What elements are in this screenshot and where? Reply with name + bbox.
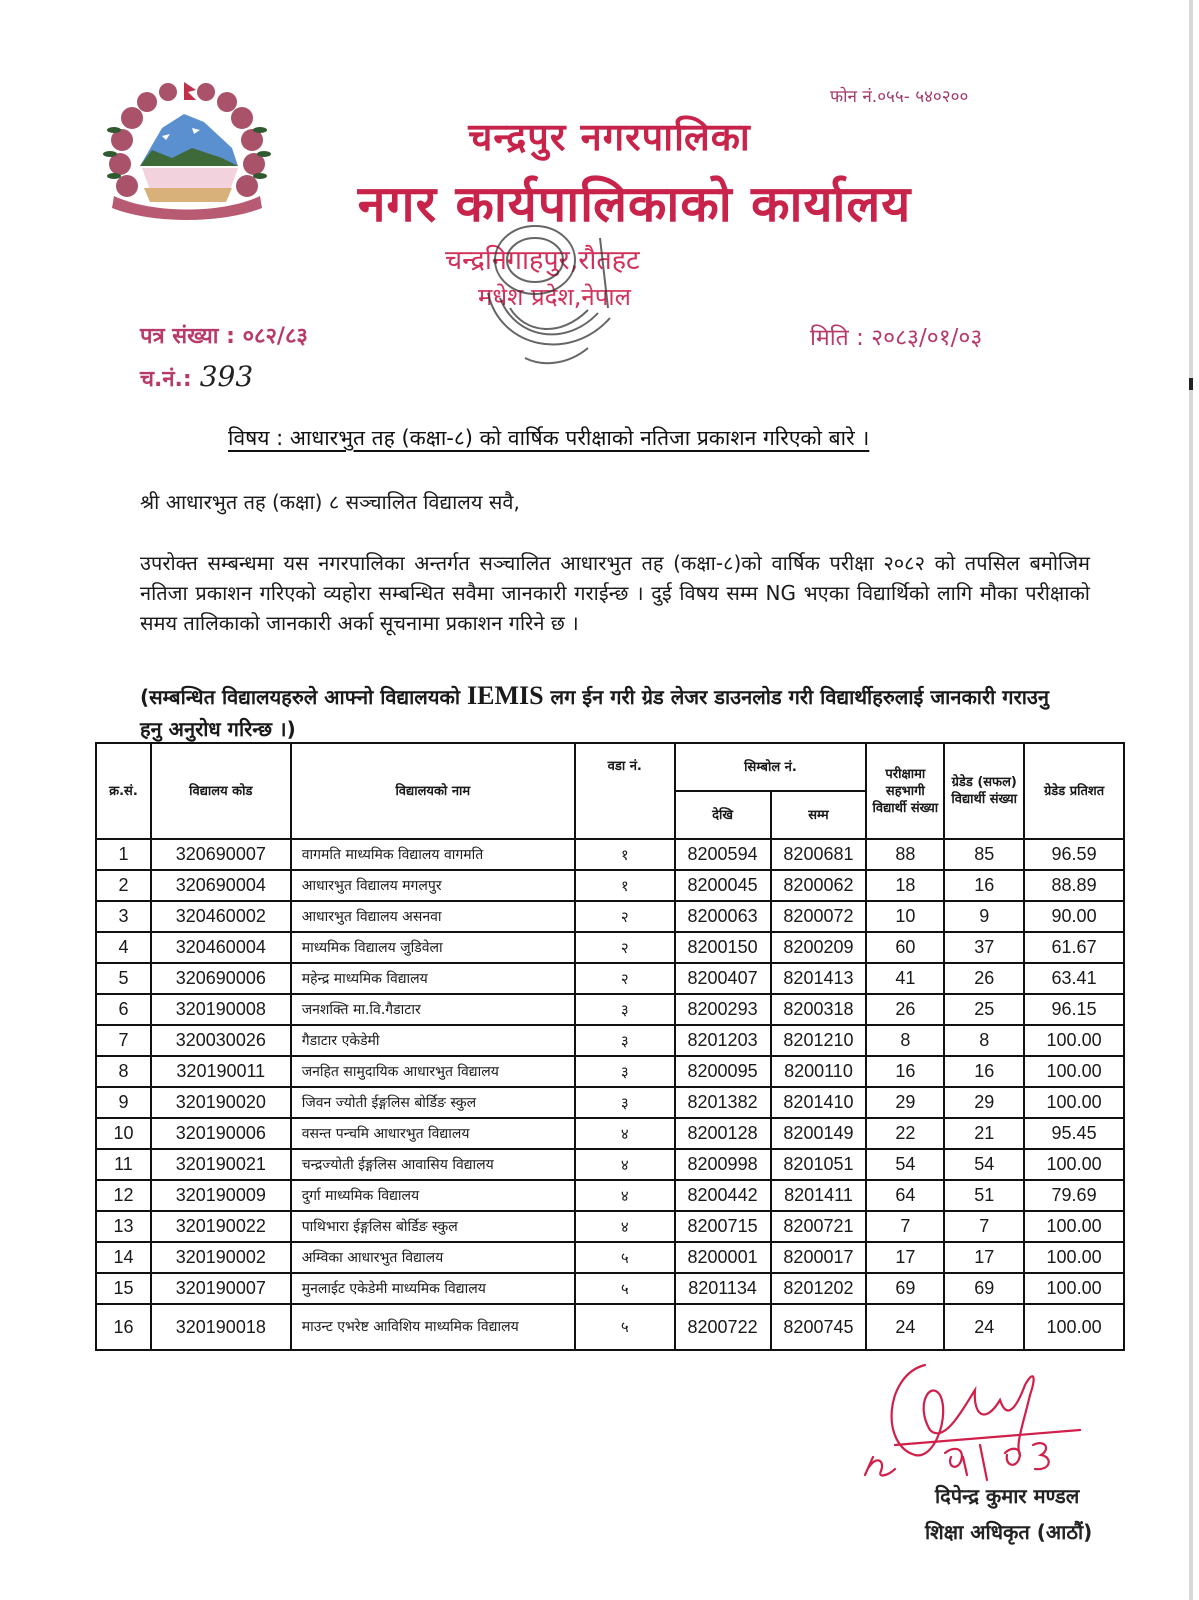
cell-school-name: चन्द्रज्योती ईङ्गलिस आवासिय विद्यालय	[291, 1149, 575, 1180]
cell-symbol-to: 8201202	[771, 1273, 867, 1304]
letter-note	[140, 680, 1060, 745]
table-row	[96, 1118, 1124, 1149]
cell-ward: ५	[575, 1304, 675, 1350]
cell-school-name: जिवन ज्योती ईङ्गलिस बोर्डिङ स्कुल	[291, 1087, 575, 1118]
cell-participants: 7	[866, 1211, 944, 1242]
cell-percent: 100.00	[1024, 1025, 1124, 1056]
cell-percent: 63.41	[1024, 963, 1124, 994]
phone-number: फोन नं.०५५- ५४०२००	[830, 87, 969, 107]
dispatch-number	[140, 360, 253, 393]
cell-sn: 2	[96, 870, 151, 901]
cell-school-code: 320190018	[151, 1304, 291, 1350]
cell-school-name: गैडाटार एकेडेमी	[291, 1025, 575, 1056]
cell-school-code: 320690004	[151, 870, 291, 901]
cell-participants: 18	[866, 870, 944, 901]
cell-graded: 9	[944, 901, 1024, 932]
cell-graded: 69	[944, 1273, 1024, 1304]
header-from: देखि	[675, 791, 771, 839]
cell-school-code: 320460004	[151, 932, 291, 963]
table-row	[96, 1025, 1124, 1056]
cell-school-code: 320690006	[151, 963, 291, 994]
header-participants: परीक्षामा सहभागी विद्यार्थी संख्या	[866, 743, 944, 839]
cell-sn: 14	[96, 1242, 151, 1273]
cell-symbol-from: 8200293	[675, 994, 771, 1025]
cell-percent: 95.45	[1024, 1118, 1124, 1149]
cell-school-code: 320190022	[151, 1211, 291, 1242]
cell-participants: 41	[866, 963, 944, 994]
cell-symbol-from: 8201134	[675, 1273, 771, 1304]
cell-participants: 88	[866, 839, 944, 870]
cell-symbol-to: 8201411	[771, 1180, 867, 1211]
cell-school-code: 320190002	[151, 1242, 291, 1273]
cell-school-name: आधारभुत विद्यालय असनवा	[291, 901, 575, 932]
cell-symbol-to: 8201410	[771, 1087, 867, 1118]
cell-percent: 100.00	[1024, 1087, 1124, 1118]
cell-symbol-from: 8201203	[675, 1025, 771, 1056]
cell-graded: 21	[944, 1118, 1024, 1149]
cell-sn: 1	[96, 839, 151, 870]
cell-school-name: आधारभुत विद्यालय मगलपुर	[291, 870, 575, 901]
cell-symbol-to: 8200318	[771, 994, 867, 1025]
address-line-2: मधेश प्रदेश,नेपाल	[478, 283, 631, 311]
cell-symbol-to: 8201413	[771, 963, 867, 994]
cell-percent: 100.00	[1024, 1242, 1124, 1273]
table-row	[96, 963, 1124, 994]
cell-participants: 69	[866, 1273, 944, 1304]
cell-symbol-from: 8201382	[675, 1087, 771, 1118]
cell-symbol-from: 8200442	[675, 1180, 771, 1211]
table-row	[96, 1149, 1124, 1180]
cell-sn: 13	[96, 1211, 151, 1242]
cell-school-name: मुनलाईट एकेडेमी माध्यमिक विद्यालय	[291, 1273, 575, 1304]
cell-school-name: पाथिभारा ईङ्गलिस बोर्डिङ स्कुल	[291, 1211, 575, 1242]
cell-ward: २	[575, 963, 675, 994]
cell-school-name: माध्यमिक विद्यालय जुडिवेला	[291, 932, 575, 963]
cell-symbol-from: 8200095	[675, 1056, 771, 1087]
cell-school-name: जनहित सामुदायिक आधारभुत विद्यालय	[291, 1056, 575, 1087]
cell-ward: ४	[575, 1118, 675, 1149]
cell-participants: 29	[866, 1087, 944, 1118]
table-header-row	[96, 743, 1124, 791]
cell-symbol-from: 8200150	[675, 932, 771, 963]
cell-sn: 15	[96, 1273, 151, 1304]
cell-graded: 7	[944, 1211, 1024, 1242]
signer-title: शिक्षा अधिकृत (आठौं)	[925, 1520, 1093, 1544]
cell-school-code: 320460002	[151, 901, 291, 932]
results-table-body	[96, 839, 1124, 1350]
cell-symbol-from: 8200128	[675, 1118, 771, 1149]
cell-sn: 8	[96, 1056, 151, 1087]
cell-symbol-to: 8201210	[771, 1025, 867, 1056]
cell-percent: 96.59	[1024, 839, 1124, 870]
cell-school-name: दुर्गा माध्यमिक विद्यालय	[291, 1180, 575, 1211]
cell-ward: २	[575, 932, 675, 963]
cell-percent: 100.00	[1024, 1273, 1124, 1304]
cell-sn: 4	[96, 932, 151, 963]
cell-symbol-to: 8200017	[771, 1242, 867, 1273]
cell-sn: 10	[96, 1118, 151, 1149]
cell-symbol-from: 8200045	[675, 870, 771, 901]
header-percent: ग्रेडेड प्रतिशत	[1024, 743, 1124, 839]
cell-ward: २	[575, 901, 675, 932]
cell-participants: 16	[866, 1056, 944, 1087]
office-name: नगर कार्यपालिकाको कार्यालय	[357, 175, 912, 233]
cell-sn: 3	[96, 901, 151, 932]
cell-school-code: 320690007	[151, 839, 291, 870]
cell-symbol-from: 8200001	[675, 1242, 771, 1273]
cell-participants: 54	[866, 1149, 944, 1180]
cell-ward: ४	[575, 1211, 675, 1242]
cell-school-name: वागमति माध्यमिक विद्यालय वागमति	[291, 839, 575, 870]
cell-ward: ३	[575, 1025, 675, 1056]
cell-graded: 26	[944, 963, 1024, 994]
header-ward: वडा नं.	[575, 743, 675, 839]
cell-ward: ५	[575, 1242, 675, 1273]
cell-graded: 85	[944, 839, 1024, 870]
table-row	[96, 1087, 1124, 1118]
cell-symbol-from: 8200407	[675, 963, 771, 994]
cell-school-name: वसन्त पन्चमि आधारभुत विद्यालय	[291, 1118, 575, 1149]
cell-participants: 22	[866, 1118, 944, 1149]
cell-symbol-from: 8200998	[675, 1149, 771, 1180]
cell-sn: 6	[96, 994, 151, 1025]
cell-ward: ३	[575, 1087, 675, 1118]
cell-percent: 100.00	[1024, 1056, 1124, 1087]
header-symbol-no: सिम्बोल नं.	[675, 743, 867, 791]
cell-symbol-to: 8200681	[771, 839, 867, 870]
table-row	[96, 1180, 1124, 1211]
cell-ward: १	[575, 839, 675, 870]
table-row	[96, 932, 1124, 963]
cell-participants: 24	[866, 1304, 944, 1350]
table-row	[96, 1304, 1124, 1350]
table-row	[96, 1273, 1124, 1304]
cell-symbol-to: 8200209	[771, 932, 867, 963]
cell-school-name: जनशक्ति मा.वि.गैडाटार	[291, 994, 575, 1025]
cell-ward: ३	[575, 1056, 675, 1087]
cell-percent: 88.89	[1024, 870, 1124, 901]
salutation: श्री आधारभुत तह (कक्षा) ८ सञ्चालित विद्यालय सवै,	[140, 490, 520, 514]
cell-school-code: 320030026	[151, 1025, 291, 1056]
cell-symbol-from: 8200063	[675, 901, 771, 932]
letter-subject: विषय : आधारभुत तह (कक्षा-८) को वार्षिक परीक्षाको नतिजा प्रकाशन गरिएको बारे ।	[228, 426, 870, 450]
dispatch-label: च.नं.:	[140, 367, 192, 392]
cell-school-code: 320190008	[151, 994, 291, 1025]
cell-school-code: 320190009	[151, 1180, 291, 1211]
cell-percent: 79.69	[1024, 1180, 1124, 1211]
cell-graded: 25	[944, 994, 1024, 1025]
cell-graded: 16	[944, 1056, 1024, 1087]
cell-school-code: 320190020	[151, 1087, 291, 1118]
cell-ward: ४	[575, 1149, 675, 1180]
cell-percent: 90.00	[1024, 901, 1124, 932]
header-graded: ग्रेडेड (सफल) विद्यार्थी संख्या	[944, 743, 1024, 839]
cell-graded: 51	[944, 1180, 1024, 1211]
results-table	[95, 742, 1125, 1351]
cell-graded: 24	[944, 1304, 1024, 1350]
cell-graded: 8	[944, 1025, 1024, 1056]
cell-percent: 100.00	[1024, 1304, 1124, 1350]
cell-sn: 7	[96, 1025, 151, 1056]
cell-participants: 10	[866, 901, 944, 932]
cell-symbol-to: 8200072	[771, 901, 867, 932]
table-row	[96, 839, 1124, 870]
signer-name: दिपेन्द्र कुमार मण्डल	[935, 1484, 1080, 1508]
cell-school-code: 320190006	[151, 1118, 291, 1149]
cell-participants: 60	[866, 932, 944, 963]
cell-ward: १	[575, 870, 675, 901]
cell-sn: 16	[96, 1304, 151, 1350]
cell-school-code: 320190007	[151, 1273, 291, 1304]
cell-symbol-to: 8201051	[771, 1149, 867, 1180]
letter-body: उपरोक्त सम्बन्धमा यस नगरपालिका अन्तर्गत सञ्चालित आधारभुत तह (कक्षा-८)को वार्षिक परीक्षा २०८२ को तपसिल बमोजिम नतिजा प्रकाशन गरिएको व्यहोरा सम्बन्धित सवैमा जानकारी गराईन्छ । दुई विषय सम्म NG भएका विद्यार्थिको लागि मौका परीक्षाको समय तालिकाको जानकारी अर्का सूचनामा प्रकाशन गरिने छ ।	[140, 551, 1090, 635]
cell-ward: ४	[575, 1180, 675, 1211]
cell-ward: ३	[575, 994, 675, 1025]
scan-edge	[1189, 0, 1193, 1600]
table-row	[96, 1242, 1124, 1273]
cell-school-code: 320190021	[151, 1149, 291, 1180]
cell-graded: 16	[944, 870, 1024, 901]
table-row	[96, 870, 1124, 901]
cell-graded: 29	[944, 1087, 1024, 1118]
municipality-name: चन्द्रपुर नगरपालिका	[468, 115, 751, 159]
table-row	[96, 901, 1124, 932]
signature-icon	[855, 1345, 1095, 1495]
cell-participants: 8	[866, 1025, 944, 1056]
header-school-name: विद्यालयको नाम	[291, 743, 575, 839]
cell-percent: 96.15	[1024, 994, 1124, 1025]
cell-graded: 37	[944, 932, 1024, 963]
cell-participants: 17	[866, 1242, 944, 1273]
cell-symbol-to: 8200149	[771, 1118, 867, 1149]
cell-symbol-to: 8200745	[771, 1304, 867, 1350]
address-line-1: चन्द्रनिगाहपुर,रौतहट	[445, 245, 640, 276]
cell-graded: 54	[944, 1149, 1024, 1180]
cell-participants: 64	[866, 1180, 944, 1211]
cell-symbol-to: 8200721	[771, 1211, 867, 1242]
table-row	[96, 1211, 1124, 1242]
note-part-1: (सम्बन्धित विद्यालयहरुले आफ्नो विद्यालयको	[140, 685, 467, 709]
note-iemis: IEMIS	[466, 681, 544, 710]
header-school-code: विद्यालय कोड	[151, 743, 291, 839]
cell-symbol-to: 8200062	[771, 870, 867, 901]
note-part-2: लग ईन गरी ग्रेड लेजर डाउनलोड गरी विद्यार्थीहरुलाई जानकारी गराउनु हनु अनुरोध गरिन्छ ।)	[140, 685, 1049, 741]
scan-edge-mark	[1189, 378, 1193, 390]
cell-sn: 9	[96, 1087, 151, 1118]
letter-date: मिति : २०८३/०१/०३	[810, 325, 983, 351]
cell-symbol-to: 8200110	[771, 1056, 867, 1087]
cell-participants: 26	[866, 994, 944, 1025]
table-row	[96, 1056, 1124, 1087]
cell-sn: 11	[96, 1149, 151, 1180]
header-to: सम्म	[771, 791, 867, 839]
cell-school-code: 320190011	[151, 1056, 291, 1087]
cell-symbol-from: 8200722	[675, 1304, 771, 1350]
cell-sn: 5	[96, 963, 151, 994]
cell-graded: 17	[944, 1242, 1024, 1273]
cell-school-name: महेन्द्र माध्यमिक विद्यालय	[291, 963, 575, 994]
cell-symbol-from: 8200715	[675, 1211, 771, 1242]
cell-percent: 61.67	[1024, 932, 1124, 963]
cell-ward: ५	[575, 1273, 675, 1304]
cell-school-name: अम्विका आधारभुत विद्यालय	[291, 1242, 575, 1273]
cell-school-name: माउन्ट एभरेष्ट आविशिय माध्यमिक विद्यालय	[291, 1304, 575, 1350]
cell-symbol-from: 8200594	[675, 839, 771, 870]
header-sn: क्र.सं.	[96, 743, 151, 839]
dispatch-value: 393	[199, 360, 254, 393]
table-row	[96, 994, 1124, 1025]
cell-percent: 100.00	[1024, 1149, 1124, 1180]
office-stamp-icon	[470, 198, 640, 388]
cell-percent: 100.00	[1024, 1211, 1124, 1242]
letter-number: पत्र संख्या : ०८२/८३	[140, 324, 308, 349]
cell-sn: 12	[96, 1180, 151, 1211]
